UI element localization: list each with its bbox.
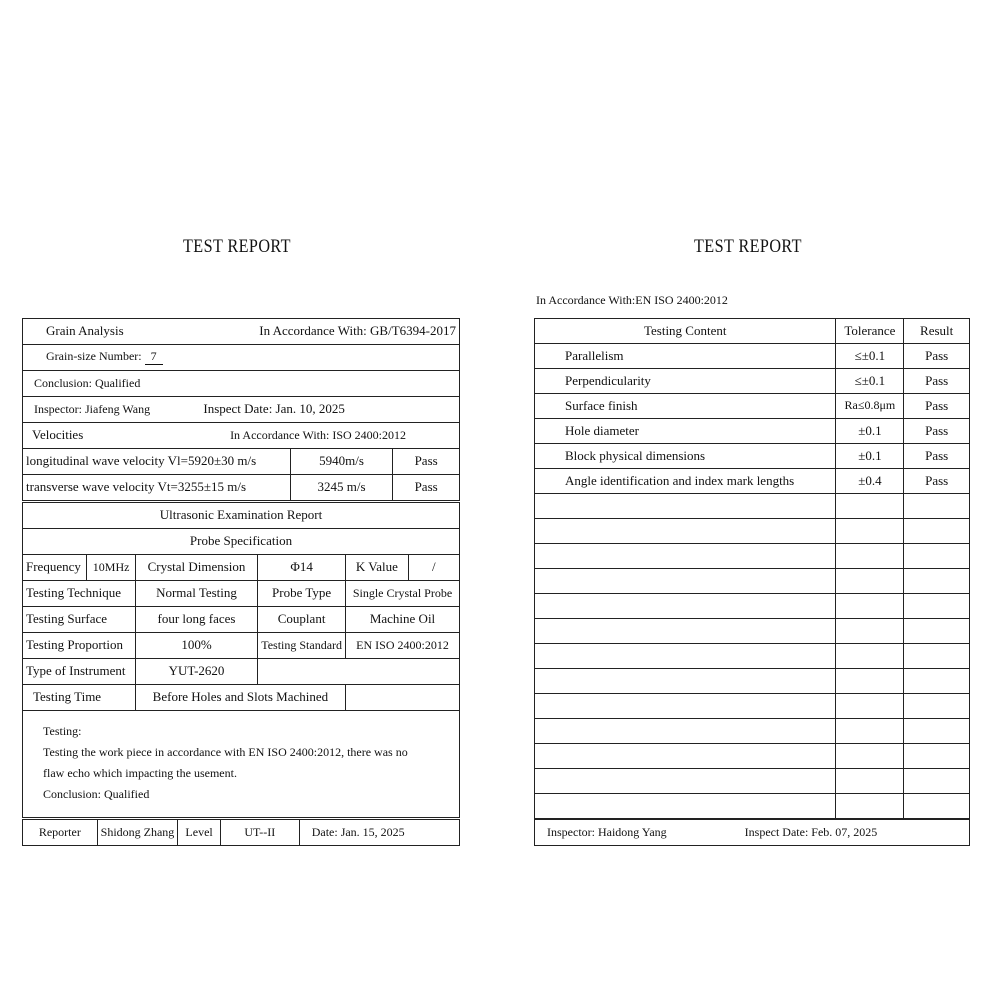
grain-inspect-date: Inspect Date: Jan. 10, 2025 <box>203 401 345 417</box>
cell-result <box>904 644 970 669</box>
dimension-row-empty <box>535 719 970 744</box>
cell-content <box>535 594 836 619</box>
grain-analysis-row <box>23 319 460 345</box>
left-report-title: TEST REPORT <box>183 236 291 257</box>
frequency-label: Frequency <box>23 555 87 581</box>
cell-content <box>535 494 836 519</box>
dimension-row-empty <box>535 544 970 569</box>
cell-result <box>904 744 970 769</box>
cell-content: Parallelism <box>535 344 836 369</box>
technique-value: Normal Testing <box>135 581 257 607</box>
cell-content <box>535 769 836 794</box>
grain-conclusion <box>23 371 460 397</box>
cell-result <box>904 544 970 569</box>
velocities-label: Velocities <box>32 427 84 443</box>
dimension-row-empty <box>535 644 970 669</box>
cell-content <box>535 644 836 669</box>
cell-result <box>904 619 970 644</box>
velocity-row <box>23 475 460 501</box>
reporter-table <box>22 819 460 846</box>
cell-content <box>535 519 836 544</box>
velocities-header-row <box>23 423 460 449</box>
cell-tolerance <box>836 694 904 719</box>
dimension-row-empty <box>535 494 970 519</box>
dimension-row-empty <box>535 744 970 769</box>
cell-tolerance <box>836 669 904 694</box>
probe-type-value: Single Crystal Probe <box>346 581 460 607</box>
cell-content <box>535 744 836 769</box>
velocity-value: 3245 m/s <box>290 475 393 501</box>
dimension-row <box>535 344 970 369</box>
dimension-table <box>534 318 970 819</box>
cell-tolerance <box>836 494 904 519</box>
grain-inspector-row <box>23 397 460 423</box>
surface-value: four long faces <box>135 607 257 633</box>
dimension-row-empty <box>535 569 970 594</box>
ultrasonic-table <box>22 502 460 818</box>
cell-tolerance: ±0.1 <box>836 419 904 444</box>
cell-tolerance <box>836 744 904 769</box>
cell-result: Pass <box>904 394 970 419</box>
couplant-value: Machine Oil <box>346 607 460 633</box>
cell-content <box>535 569 836 594</box>
dimension-row <box>535 394 970 419</box>
inspector-footer <box>534 819 970 846</box>
right-inspect-date: Inspect Date: Feb. 07, 2025 <box>744 824 878 839</box>
couplant-label: Couplant <box>258 607 346 633</box>
surface-label: Testing Surface <box>23 607 136 633</box>
velocity-row <box>23 449 460 475</box>
proportion-value: 100% <box>135 633 257 659</box>
testing-conclusion: Conclusion: Qualified <box>43 787 150 801</box>
time-empty <box>346 685 460 711</box>
cell-tolerance <box>836 644 904 669</box>
instrument-value: YUT-2620 <box>135 659 257 685</box>
proportion-label: Testing Proportion <box>23 633 136 659</box>
cell-result: Pass <box>904 344 970 369</box>
cell-result <box>904 669 970 694</box>
grain-analysis-label: Grain Analysis <box>46 323 124 339</box>
grain-size-row <box>23 345 460 371</box>
header-result: Result <box>904 319 970 344</box>
grain-accordance: In Accordance With: GB/T6394-2017 <box>259 323 456 339</box>
velocity-desc: transverse wave velocity Vt=3255±15 m/s <box>23 475 291 501</box>
right-inspector-row <box>535 820 970 846</box>
k-value-label: K Value <box>346 555 409 581</box>
cell-result <box>904 694 970 719</box>
dimension-row <box>535 419 970 444</box>
right-accordance: In Accordance With:EN ISO 2400:2012 <box>536 293 728 307</box>
dimension-row-empty <box>535 594 970 619</box>
k-value: / <box>408 555 459 581</box>
cell-tolerance: ≤±0.1 <box>836 344 904 369</box>
time-value: Before Holes and Slots Machined <box>135 685 345 711</box>
probe-spec-heading: Probe Specification <box>23 529 460 555</box>
cell-content <box>535 669 836 694</box>
instrument-empty <box>258 659 460 685</box>
standard-value: EN ISO 2400:2012 <box>346 633 460 659</box>
dimension-row-empty <box>535 694 970 719</box>
cell-result: Pass <box>904 444 970 469</box>
cell-tolerance: ≤±0.1 <box>836 369 904 394</box>
cell-content <box>535 794 836 819</box>
crystal-label: Crystal Dimension <box>135 555 257 581</box>
dimension-row <box>535 444 970 469</box>
dimension-row-empty <box>535 769 970 794</box>
probe-type-label: Probe Type <box>258 581 346 607</box>
cell-content: Surface finish <box>535 394 836 419</box>
cell-content <box>535 544 836 569</box>
grain-velocity-table <box>22 318 460 501</box>
time-label: Testing Time <box>23 685 136 711</box>
cell-tolerance: ±0.4 <box>836 469 904 494</box>
velocities-accordance: In Accordance With: ISO 2400:2012 <box>230 427 406 442</box>
technique-label: Testing Technique <box>23 581 136 607</box>
cell-result: Pass <box>904 369 970 394</box>
dimension-row <box>535 369 970 394</box>
dimension-row-empty <box>535 794 970 819</box>
reporter-label: Reporter <box>23 820 98 846</box>
cell-content <box>535 719 836 744</box>
dimension-row-empty <box>535 519 970 544</box>
cell-result <box>904 794 970 819</box>
testing-line: Testing the work piece in accordance with EN ISO 2400:2012, there was no <box>43 745 408 759</box>
dimension-row-empty <box>535 669 970 694</box>
cell-tolerance: Ra≤0.8μm <box>836 394 904 419</box>
right-inspector: Inspector: Haidong Yang <box>547 824 667 839</box>
standard-label: Testing Standard <box>258 633 346 659</box>
dimension-row-empty <box>535 619 970 644</box>
header-testing-content: Testing Content <box>535 319 836 344</box>
testing-line: flaw echo which impacting the usement. <box>43 766 237 780</box>
level-label: Level <box>178 820 221 846</box>
cell-result: Pass <box>904 419 970 444</box>
velocity-result: Pass <box>393 449 460 475</box>
header-tolerance: Tolerance <box>836 319 904 344</box>
cell-content: Angle identification and index mark lengths <box>535 469 836 494</box>
reporter-date: Date: Jan. 15, 2025 <box>299 820 459 846</box>
reporter-value: Shidong Zhang <box>97 820 178 846</box>
instrument-label: Type of Instrument <box>23 659 136 685</box>
ultrasonic-heading: Ultrasonic Examination Report <box>23 503 460 529</box>
cell-result <box>904 594 970 619</box>
cell-content: Hole diameter <box>535 419 836 444</box>
cell-tolerance <box>836 719 904 744</box>
cell-tolerance <box>836 569 904 594</box>
cell-result <box>904 494 970 519</box>
cell-result <box>904 769 970 794</box>
testing-block <box>23 711 460 818</box>
dimension-row <box>535 469 970 494</box>
velocity-value: 5940m/s <box>290 449 393 475</box>
cell-content <box>535 694 836 719</box>
cell-content: Perpendicularity <box>535 369 836 394</box>
cell-result <box>904 519 970 544</box>
level-value: UT--II <box>220 820 299 846</box>
right-report-title: TEST REPORT <box>694 236 802 257</box>
cell-tolerance <box>836 519 904 544</box>
cell-content: Block physical dimensions <box>535 444 836 469</box>
grain-size-value: 7 <box>145 350 163 364</box>
grain-conclusion-text: Conclusion: Qualified <box>34 375 141 390</box>
cell-tolerance <box>836 794 904 819</box>
cell-tolerance <box>836 544 904 569</box>
cell-content <box>535 619 836 644</box>
velocity-desc: longitudinal wave velocity Vl=5920±30 m/s <box>23 449 291 475</box>
testing-heading: Testing: <box>43 724 82 738</box>
crystal-value: Φ14 <box>258 555 346 581</box>
cell-result: Pass <box>904 469 970 494</box>
cell-tolerance <box>836 594 904 619</box>
cell-result <box>904 719 970 744</box>
grain-size-label: Grain-size Number: <box>46 349 142 364</box>
cell-result <box>904 569 970 594</box>
cell-tolerance <box>836 769 904 794</box>
grain-inspector: Inspector: Jiafeng Wang <box>34 402 151 417</box>
cell-tolerance: ±0.1 <box>836 444 904 469</box>
frequency-value: 10MHz <box>87 555 135 581</box>
velocity-result: Pass <box>393 475 460 501</box>
cell-tolerance <box>836 619 904 644</box>
